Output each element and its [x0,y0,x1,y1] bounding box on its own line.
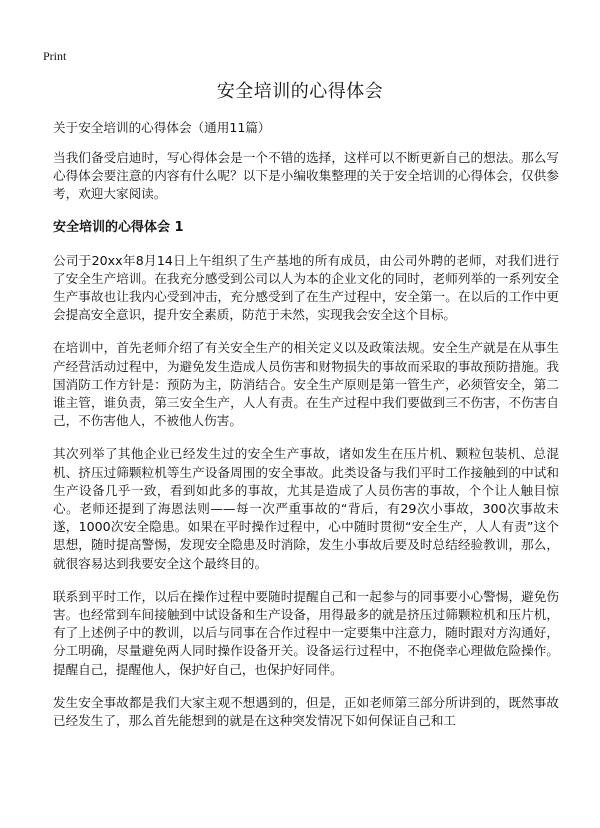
document-title: 安全培训的心得体会 [216,81,384,102]
body-paragraph-1: 公司于20xx年8月14日上午组织了生产基地的所有成员，由公司外聘的老师，对我们进行了安全生产培训。在我充分感受到公司以人为本的企业文化的同时，老师列举的一系列安全生产事故也让我内心受到冲击，充分感受到了在生产过程中，安全第一。在以后的工作中更会提高安全意识，提升安全素质，防范于未然，实现我会安全这个目标。 [53,252,559,323]
print-link[interactable]: Print [43,49,67,63]
document-body [53,119,559,745]
body-paragraph-2: 在培训中，首先老师介绍了有关安全生产的相关定义以及政策法规。安全生产就是在从事生产经营活动过程中，为避免发生造成人员伤害和财物损失的事故而采取的事故预防措施。我国消防工作方针是：预防为主，防消结合。安全生产原则是第一管生产，必须管安全，第二谁主管，谁负责，第三安全生产，人人有责。在生产过程中我们要做到三不伤害，不伤害自己，不伤害他人，不被他人伤害。 [53,340,559,429]
section-heading: 安全培训的心得体会 1 [53,219,184,235]
body-paragraph-5: 发生安全事故都是我们大家主观不想遇到的，但是，正如老师第三部分所讲到的，既然事故已经发生了，那么首先能想到的就是在这种突发情况下如何保证自己和工 [53,694,559,729]
body-paragraph-3: 其次列举了其他企业已经发生过的安全生产事故，诸如发生在压片机、颗粒包装机、总混机、挤压过筛颗粒机等生产设备周围的安全事故。此类设备与我们平时工作接触到的中试和生产设备几乎一致，看到如此多的事故，尤其是造成了人员伤害的事故，个个让人触目惊心。老师还提到了海恩法则——每一次严重事故的“背后，有29次小事故，300次事故未遂，1000次安全隐患。如果在平时操作过程中，心中随时贯彻“安全生产，人人有责”这个思想，随时提高警惕，发现安全隐患及时消除，发生小事故后要及时总结经验教训，那么，就很容易达到我要安全这个最终目的。 [53,446,559,571]
document-subtitle: 关于安全培训的心得体会（通用11篇） [53,120,271,135]
body-paragraph-4: 联系到平时工作，以后在操作过程中要随时提醒自己和一起参与的同事要小心警惕，避免伤害。也经常到车间接触到中试设备和生产设备，用得最多的就是挤压过筛颗粒机和压片机，有了上述例子中的教训，以后与同事在合作过程中一定要集中注意力，随时跟对方沟通好，分工明确，尽量避免两人同时操作设备开关。设备运行过程中，不抱侥幸心理做危险操作。提醒自己，提醒他人，保护好自己，也保护好同伴。 [53,588,559,677]
intro-paragraph: 当我们备受启迪时，写心得体会是一个不错的选择，这样可以不断更新自己的想法。那么写心得体会要注意的内容有什么呢？以下是小编收集整理的关于安全培训的心得体会，仅供参考，欢迎大家阅读。 [53,150,559,202]
